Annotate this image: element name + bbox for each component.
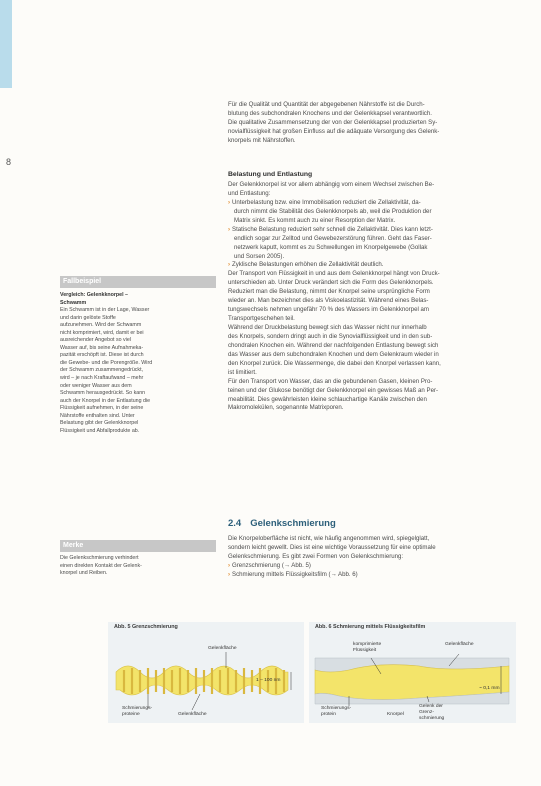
case-example-line: Belastung gibt der Gelenkknorpel [60, 420, 139, 427]
case-example-line: und darin gelöste Stoffe [60, 314, 116, 321]
belastung-line [228, 226, 441, 235]
case-example-line: wird – je nach Kraftaufwand – mehr [60, 375, 144, 382]
case-example-line: Schwamm herausgedrückt. So kann [60, 390, 146, 397]
belastung-line [228, 324, 441, 333]
note-line: einen direkten Kontakt der Gelenk- [60, 562, 142, 569]
bullet-icon: › [228, 225, 231, 233]
belastung-line-text: meabilität. Dies gewährleisten kleine schlauchartige Kanäle zwischen den [228, 395, 427, 403]
belastung-line-text: tungswechsels nehmen ungefähr 70 % des Wassers im Gelenkknorpel am [228, 306, 429, 314]
bullet-icon: › [228, 198, 231, 206]
bullet-icon: › [228, 561, 231, 569]
intro-line: blutung des subchondralen Knochens und der Gelenkkapsel verantwortlich. [228, 109, 432, 117]
belastung-line-text: Transportgeschehen teil. [228, 315, 295, 323]
page-number: 8 [6, 157, 12, 167]
bullet-icon: › [228, 570, 231, 578]
belastung-line-text: endlich sogar zur Zelltod und Gewebezerstörung führen. Geht das Faser- [234, 234, 432, 242]
belastung-line-text: wieder an. Man bezeichnet dies als Viskoelastizität. Während eines Belas- [228, 297, 429, 305]
belastung-line-text: und Sorsen 2005). [234, 252, 285, 260]
case-example-line: Flüssigkeit aufnehmen, in der seine [60, 405, 144, 412]
intro-paragraph [228, 101, 439, 146]
case-example-line: aufzunehmen. Wird der Schwamm [60, 322, 142, 329]
note-line: Die Gelenkschmierung verhindert [60, 555, 139, 561]
belastung-line [228, 270, 441, 279]
figure-6-label-cartilage: Knorpel [387, 712, 404, 717]
figure-5-label-surface-top: Gelenkfläche [208, 646, 237, 651]
section-title: Gelenkschmierung [250, 518, 336, 529]
belastung-line-text: Der Gelenkknorpel ist vor allem abhängig vom einem Wechsel zwischen Be- [228, 181, 435, 188]
belastung-line-text: netzwerk kaputt, kommt es zu Schwellungen im Knorpelgewebe (Gollak [234, 243, 428, 251]
belastung-line [228, 288, 441, 297]
section-line [228, 553, 436, 562]
belastung-line-text: das Wasser aus dem subchondralen Knochen und dem Gelenkraum wieder in [228, 350, 439, 358]
belastung-line [228, 360, 441, 369]
case-example-line: ausreichender Angebot so viel [60, 337, 131, 344]
belastung-line [228, 208, 441, 217]
case-example-label: Fallbeispiel [60, 276, 216, 288]
section-heading [228, 518, 336, 529]
chapter-tab [0, 0, 12, 88]
belastung-line [228, 378, 441, 387]
note-label: Merke [60, 540, 216, 552]
belastung-line-text: Statische Belastung reduziert sehr schnell die Zellaktivität. Dies kann letzt- [232, 225, 433, 233]
figure-6 [309, 622, 516, 723]
belastung-line [228, 404, 441, 413]
belastung-line-text: Zyklische Belastungen erhöhen die Zellaktivität deutlich. [232, 261, 384, 269]
case-example-title: Schwamm [60, 299, 87, 306]
case-example-box [60, 276, 216, 435]
belastung-line-text: teinen und der Glukose benötigt der Gelenkknorpel ein gewisses Maß an Per- [228, 386, 439, 394]
case-example-text [60, 292, 216, 435]
bullet-icon: › [228, 261, 231, 269]
section-line-text: Gelenkschmierung. Es gibt zwei Formen von Gelenkschmierung: [228, 552, 404, 560]
belastung-line [228, 190, 441, 199]
belastung-line [228, 279, 441, 288]
case-example-title: Vergleich: Gelenkknorpel – [60, 292, 129, 298]
figure-5 [108, 622, 304, 723]
belastung-line-text: unterschieden ab. Unter Druck verändert sich die Form des Gelenkknorpels. [228, 279, 434, 287]
belastung-line [228, 217, 441, 226]
case-example-line: Wasser auf, bis seine Aufnahmeka- [60, 344, 144, 351]
belastung-line [228, 387, 441, 396]
belastung-line [228, 244, 441, 253]
case-example-line: Flüssigkeit und Abfallprodukte ab. [60, 427, 140, 434]
case-example-line: pazität erschöpft ist. Diese ist durch [60, 352, 144, 359]
belastung-line-text: Reduziert man die Belastung, nimmt der Knorpel seine ursprüngliche Form [228, 288, 430, 296]
intro-line: novialflüssigkeit hat großen Einfluss auf die adäquate Versorgung des Gelenk- [228, 127, 440, 135]
figure-5-label-measure: 1 – 100 nm [256, 678, 281, 683]
section-line [228, 535, 436, 544]
belastung-line [228, 333, 441, 342]
note-box [60, 540, 216, 578]
figure-6-label-proteins: Schmierungs- protein [321, 706, 352, 717]
figure-5-label-surface-bottom: Gelenkfläche [178, 712, 207, 717]
belastung-line [228, 315, 441, 324]
note-text [60, 555, 216, 578]
figure-5-label-proteins: Schmierungs- proteine [122, 706, 153, 717]
belastung-line-text: und Entlastung: [228, 189, 271, 197]
belastung-line [228, 351, 441, 360]
belastung-line [228, 199, 441, 208]
subsection-heading-belastung: Belastung und Entlastung [228, 171, 313, 178]
belastung-line-text: Matrix sinkt. Es kommt auch zu einer Resorption der Matrix. [234, 216, 396, 224]
belastung-line [228, 261, 441, 270]
intro-line: Die qualitative Zusammensetzung der von der Gelenkkapsel produzierten Sy- [228, 118, 438, 126]
case-example-line: nicht komprimiert, wird, damit er bei [60, 329, 144, 336]
section-line [228, 544, 436, 553]
case-example-line: auch der Knorpel in der Entlastung die [60, 397, 151, 404]
figure-6-label-fluid: komprimierte Flüssigkeit [353, 642, 382, 653]
section-line-text: sondern leicht gewellt. Dies ist eine wichtige Voraussetzung für eine optimale [228, 543, 436, 551]
case-example-line: Ein Schwamm ist in der Lage, Wasser [60, 307, 150, 314]
belastung-line-text: chondralen Knochen ein. Während der nachfolgenden Entlastung bewegt sich [228, 341, 439, 349]
belastung-line [228, 235, 441, 244]
belastung-line-text: durch nimmt die Stabilität des Gelenkknorpels ab, weil die Produktion der [234, 207, 432, 215]
belastung-line [228, 181, 441, 190]
section-paragraph [228, 535, 436, 580]
belastung-line-text: den Knorpel zurück. Die Wassermenge, die dabei den Knorpel verlassen kann, [228, 359, 441, 367]
section-line-text: Grenzschmierung (→ Abb. 5) [232, 561, 311, 569]
section-line [228, 562, 436, 571]
intro-line: knorpels mit Nährstoffen. [228, 136, 296, 144]
belastung-line [228, 342, 441, 351]
figure-5-caption: Abb. 5 Grenzschmierung [114, 624, 178, 630]
belastung-line [228, 253, 441, 262]
belastung-line-text: des Knorpels, sondern dringt auch in die Synovialflüssigkeit und in den sub- [228, 332, 433, 340]
belastung-line [228, 369, 441, 378]
section-line [228, 571, 436, 580]
case-example-line: Nährstoffe enthalten sind. Unter [60, 412, 135, 419]
belastung-line-text: Unterbelastung bzw. eine Immobilisation reduziert die Zellaktivität, da- [232, 198, 421, 206]
belastung-line-text: Während der Druckbelastung bewegt sich das Wasser nicht nur innerhalb [228, 324, 427, 331]
figure-6-caption: Abb. 6 Schmierung mittels Flüssigkeitsfilm [315, 624, 426, 630]
belastung-line-text: Für den Transport von Wasser, das an die gebundenen Gasen, kleinen Pro- [228, 377, 433, 385]
case-example-line: oder weniger Wasser aus dem [60, 382, 132, 389]
belastung-line [228, 396, 441, 405]
belastung-line [228, 297, 441, 306]
belastung-line-text: ist limitiert. [228, 368, 257, 376]
note-line: knorpel und Reiben. [60, 570, 108, 577]
intro-line: Für die Qualität und Quantität der abgegebenen Nährstoffe ist die Durch- [228, 101, 425, 108]
belastung-paragraph [228, 181, 441, 413]
figure-6-label-measure: ~ 0,1 mm [479, 686, 500, 691]
case-example-line: die Gewebe- und die Porengröße. Wird [60, 359, 153, 366]
section-line-text: Schmierung mittels Flüssigkeitsfilm (→ Abb. 6) [232, 570, 358, 578]
section-number: 2.4 [228, 518, 242, 529]
belastung-line [228, 306, 441, 315]
scan-margin-mark [535, 670, 539, 760]
section-line-text: Die Knorpeloberfläche ist nicht, wie häufig angenommen wird, spiegelglatt, [228, 535, 430, 542]
figure-6-label-fluid2: Gelenk der Grenz- schmierung [419, 704, 445, 721]
figure-6-label-surface: Gelenkfläche [445, 642, 474, 647]
belastung-line-text: Makromolekülen, sogenannte Matrixporen. [228, 404, 344, 412]
belastung-line-text: Der Transport von Flüssigkeit in und aus dem Gelenkknorpel hängt von Druck- [228, 270, 440, 278]
case-example-line: der Schwamm zusammengedrückt, [60, 367, 144, 374]
